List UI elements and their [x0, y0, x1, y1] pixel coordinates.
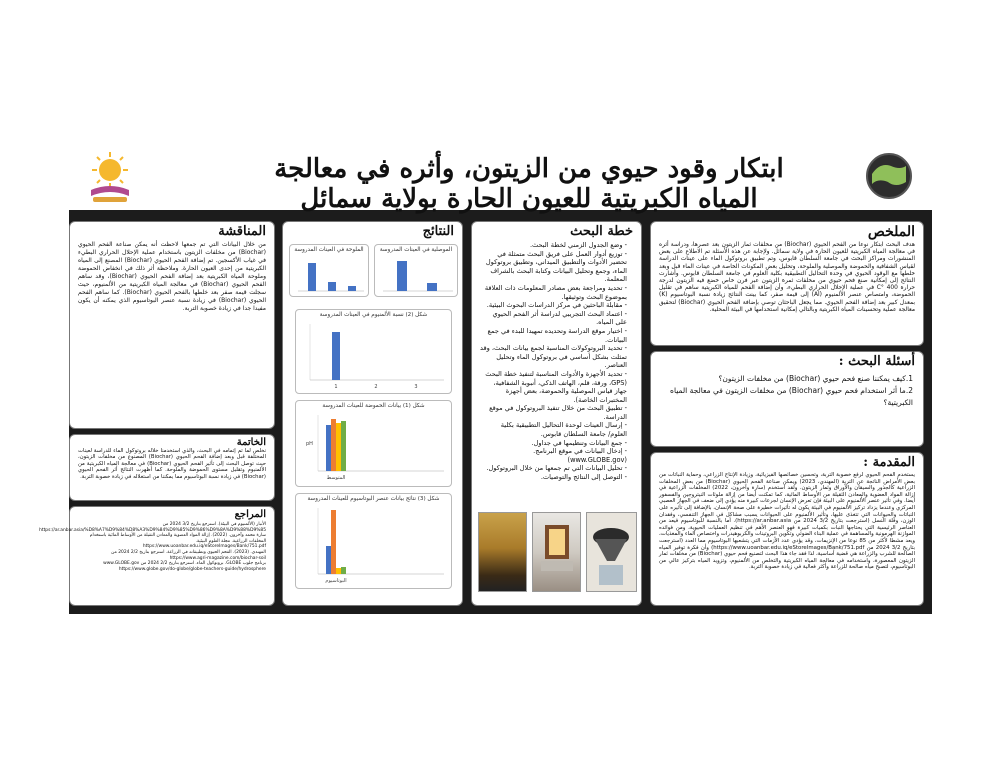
intro-title: المقدمة :: [863, 455, 915, 470]
plan-item: - مقابلة الباحثين في مركز الدراسات البحوث البيئية.: [480, 301, 627, 310]
reference-item: https://www.agri-magazine.com/biochar-soil: [169, 555, 266, 561]
bar: [348, 286, 356, 291]
plan-item: - تحديد ومراجعة بعض مصادر المعلومات ذات العلاقة بموضوع البحث وتوثيقها.: [480, 284, 627, 301]
chart-title: شكل (2) نسبة الألمنيوم في العينات المدروسة: [319, 312, 428, 318]
poster-title: ابتكار وقود حيوي من الزيتون، وأثره في معالجة المياه الكبريتية للعيون الحارة بولاية سمائل: [274, 154, 784, 214]
poster-header: [69, 144, 932, 212]
globe-logo-icon: [858, 148, 920, 204]
chart-title: الملوحة في العينات المدروسة: [294, 247, 364, 253]
reference-item: https://www.globe.gov/do-globe/globe-teachers-guide/hydrosphere: [118, 566, 266, 572]
svg-text:2: 2: [374, 384, 378, 390]
chart-plot: [296, 494, 451, 588]
bar: [326, 546, 331, 574]
chart-salinity: [289, 244, 369, 297]
chart-plot: [296, 310, 451, 393]
bar: [308, 263, 316, 291]
plan-item: - تطبيق البحث من خلال تنفيذ البروتوكول في موقع الدراسة.: [480, 404, 627, 421]
discussion-text: من خلال البيانات التي تم جمعها لاحظت أنه يمكن صناعة الفحم الحيوي (Biochar) من مخلفات الزيتون باستخدام عملية الإحلال الحراري البطيء في غياب الأكسجين. تم إضافة الفحم الحيوي (Biochar) المصنع إلى المياه الكبريتية من إحدى العيون الحارة. وملاحظة أثر ذلك في انخفاض الحموضة وملوحة المياه الكبريتية بعد إضافة الفحم الحيوي (Biochar)، وقد ساهم الفحم الحيوي (Biochar) في معالجة المياه الكبريتية من الألمنيوم، حيث سجلت قيمة صفر بعد خلطها بالفحم الحيوي (Biochar). كما ساهم الفحم الحيوي (Biochar) في زيادة نسبة عنصر البوتاسيوم الذي يمكنه أن يكون مفيدا جدا في زيادة خصوبة التربة.: [78, 241, 266, 312]
plan-item: - إرسال العينات لوحدة التحاليل التطبيقية بكلية العلوم/ جامعة السلطان قابوس.: [480, 421, 627, 438]
chart-title: الموصلية في العينات المدروسة: [379, 247, 453, 253]
results-title: النتائج: [422, 224, 454, 239]
svg-text:3: 3: [414, 384, 418, 390]
plan-item: - اعتماد البحث التجريبي لدراسة أثر الفحم الحيوي على المياه.: [480, 310, 627, 327]
discussion-title: المناقشة: [218, 224, 266, 239]
question-item: 2.ما أثر استخدام فحم حيوي (Biochar) من مخلفات الزيتون في معالجة المياه الكبريتية؟: [670, 386, 913, 407]
reference-item: الأنبار (الألمنيوم في البيئة). استرجع بتاريخ 3/2 2024 من: [162, 522, 266, 527]
conclusion-title: الخاتمة: [236, 437, 266, 448]
bar: [332, 332, 340, 380]
axis-label: pH: [306, 441, 313, 447]
chart-plot: [296, 401, 451, 486]
discussion-panel: [69, 221, 275, 429]
plan-item: - جمع البيانات وتنظيمها في جداول.: [480, 439, 627, 448]
reference-item: https://www.uoanbar.edu.iq/eStoreImages/Bank/751.pdf: [142, 544, 266, 550]
intro-panel: [650, 452, 924, 606]
plan-item: - توزيع أدوار العمل على فريق البحث متمثلة في تحضير الأدوات والتطبيق الميداني، وتطبيق بروتوكول الماء، وجمع وتحليل البيانات وكتابة البحث بالشراف المعلمة.: [480, 250, 627, 284]
questions-panel: [650, 351, 924, 447]
filter-funnel-icon: [587, 513, 636, 591]
bar: [336, 568, 341, 574]
bar: [328, 282, 336, 291]
plan-item: - وضع الجدول الزمني لخطة البحث.: [480, 241, 627, 250]
conclusion-text: نخلص لما تم إتمامه في البحث، والذي استخدمنا خلاله بروتوكول الماء للدراسة لعينات المختلفة قبل وبعد إضافة الفحم الحيوي (Biochar) المصنوع من مخلفات الزيتون، حيث توصل البحث إلى تأثير الفحم الحيوي (Biochar) في معالجة المياه الكبريتية من الألمنيوم وتقليل مستوى الحموضة والملوحة. كما أظهرت النتائج أثر الفحم الحيوي (Biochar) في زيادة نسبة البوتاسيوم مما يمكننا من استغلاله في زيادة خصوبة التربة.: [78, 448, 267, 480]
bar: [326, 425, 331, 471]
references-list: [39, 520, 274, 574]
chart-ph: [295, 400, 452, 487]
bar: [341, 567, 346, 574]
bar: [427, 283, 437, 291]
plan-item: - تحليل البيانات التي تم جمعها من خلال البروتوكول.: [480, 464, 627, 473]
plan-item: - تحديد الأجهزة والأدوات المناسبة لتنفيذ خطة البحث (GPS، ورقة، قلم، الهاتف الذكي، أنبوبة الشفافية، جهاز قياس الموصلية والحموضة، بعض أجهزة المختبرات الخاصة).: [480, 370, 627, 404]
chart-conductivity: [374, 244, 458, 297]
bar: [341, 421, 346, 471]
photo-filtering: [586, 512, 637, 592]
references-title: المراجع: [234, 509, 266, 520]
chart-title: شكل (3) نتائج بيانات عنصر البوتاسيوم للعينات المدروسة: [307, 496, 440, 502]
abstract-panel: [650, 221, 924, 346]
plan-title: خطة البحث: [570, 224, 633, 239]
plan-item: - تحديد البروتوكولات المناسبة لجمع بيانات البحث، وقد تمثلت بشكل أساسي في بروتوكول الماء وتحليل العناصر.: [480, 344, 627, 370]
question-item: 1.كيف يمكننا صنع فحم حيوي (Biochar) من مخلفات الزيتون؟: [718, 374, 913, 383]
axis-label: البوتاسيوم: [325, 578, 347, 584]
chart-potassium: [295, 493, 452, 589]
bar: [336, 423, 341, 471]
svg-text:1: 1: [334, 384, 338, 390]
questions-list: [651, 369, 923, 413]
bar: [397, 261, 407, 291]
results-panel: [282, 221, 463, 606]
photo-biochar-jar: [478, 512, 527, 592]
bar: [331, 419, 336, 471]
sun-book-logo-icon: [79, 148, 141, 204]
axis-label: المتوسط: [326, 475, 346, 481]
plan-item: - اختيار موقع الدراسة وتحديده تمهيدا للبدء في جمع البيانات.: [480, 327, 627, 344]
conclusion-panel: [69, 434, 275, 501]
plan-item: - إدخال البيانات في موقع البرنامج. (www.GLOBE.gov): [480, 447, 627, 464]
reference-item: https://ar.anbar.asia/%D8%A7%D9%84%D8%A3%D9%84%D9%85%D9%86%D9%8A%D9%88%D9%85: [39, 527, 266, 533]
reference-item: سارة محمد وآخرون. (2022). إزالة المواد العضوية والمعادن الثقيلة من الأوساط المائية باستخدام المخلفات الزراعية. مجلة العلوم البيئية.: [89, 533, 266, 544]
chart-aluminum: [295, 309, 452, 394]
bar: [331, 510, 336, 574]
reference-item: برنامج جلوب GLOBE. بروتوكول الماء. استرجع بتاريخ 2/2 2024 من www.GLOBE.gov: [103, 561, 266, 567]
plan-panel: [471, 221, 642, 606]
abstract-text: هدف البحث ابتكار نوعا من الفحم الحيوي (Biochar) من مخلفات ثمار الزيتون بعد عصرها، ودراسة أثره في معالجة المياه الكبريتية للعيون الحارة في ولاية سمائل. ولإجابة عن هذه الأسئلة تم الاطلاع على بعض المنشورات ومراكز البحث في جامعة السلطان قابوس، وتم تطبيق بروتوكول الماء على عينات الدراسة لقياس الشفافية والحموضة والموصلية والملوحة، وتحليل بعض المكونات الخاصة في عينات الماء قبل وبعد خلطها مع الوقود الحيوي في وحدة التحاليل التطبيقية بكلية العلوم في جامعة السلطان قابوس. وأشارت النتائج إلى إمكانية صنع فحم حيوي من مخلفات ثمرة الزيتون عبر فرن خاص خضع فيه الزيتون لدرجة حرارة 400 °C في عملية الإحلال الحراري البطيء، وأن إضافة الفحم للمياه الكبريتية ساهم في تقليل الحموضة، وامتصاص عنصر الألمنيوم (Al) إلى قيمة صفر، كما بينت النتائج زيادة نسبة البوتاسيوم (K) بمعدل كبير بعد إضافة الفحم الحيوي. مما يجعل الباحثان توصي بإضافة الفحم الحيوي (Biochar) لتحقيق معالجة عملية وتحسينات المياه الكبريتية وبالتالي إمكانية استخدامها في البيئة المحلية.: [659, 242, 916, 313]
reference-item: المهندي. (2023). الفحم الحيوي وتطبيقاته في الزراعة. استرجع بتاريخ 2/2 2024 من: [111, 549, 266, 555]
photo-furnace: [532, 512, 581, 592]
questions-title: أسئلة البحث :: [838, 354, 915, 369]
abstract-title: الملخص: [867, 224, 915, 240]
intro-text: يستخدم الفحم الحيوي لرفع خصوبة التربة، وتحسين خصائصها الفيزيائية، وزيادة الإنتاج الزراعي، وحماية النباتات من بعض الأمراض الناتجة عن التربة (المهندي، 2023) ويمكن صناعة الفحم الحيوي (Biochar) من بعض المخلفات الزراعية كالجذور والسيقان والأوراق وثمار الزيتون. ولقد استخدم (سارة وآخرون، 2022) المخلفات الزراعية في إزالة المواد العضوية والمعادن الثقيلة من الأوساط المائية، كما تمكنت أيضا من إزالة ملوثات النيتروجين والفسفور أيضا. وفي تأثير عنصر الألمنيوم على البيئة فإن تعرض الإنسان لجرعات كبيرة منه يؤدي إلى ضعف في الجهاز العصبي المركزي وعندما يزداد تركيز الألمنيوم في البيئة يكون له تأثيرات خطيرة على صحة الإنسان، بالإضافة إلى تأثيره على النباتات والحيوانات التي تتغذى عليها، وتأثير الألمنيوم على الحيوانات يسبب مشاكل في الجهاز التنفسي، وفقدان الوزن، وقلة النسل (استرجعت بتاريخ 3/2 2024 من https://ar.anbar.asia). أما بالنسبة للبوتاسيوم فيعد من العناصر الرئيسية التي يحتاجها النبات بكميات كبيرة فهو العنصر الأهم في تنظيم العمليات الحيوية، ومن فوائده الموازنة الهرمونية والمساهمة في عملية البناء الضوئي وتكوين البروتينات والكربوهيدرات واختصاص الماء والمغذيات، ويعد مشطا لأكثر من 85 نوعا من الإنزيمات، وقد يؤدي عدد الأزمات التي يتشعبها البوتاسيوم مما العدد (استرجعت بتاريخ 3/2 2024 من https://www.uoanbar.edu.iq/eStoreImages/Bank/751.pdf) وأن فكرة توفير المياه الصالحة للشرب والزراعة هي قضية أساسية، لذا فقد جاء هذا البحث لتصنيع فحم حيوي (Biochar) من مخلفات ثمار الزيتون المعصورة، واستخدامه في معالجة المياه الكبريتية والتخلص من الألمنيوم، وتزويد المياه بتركيز عالي من البوتاسيوم، لتصبح مياه صالحة للزراعة وأكثر فعالية في زيادة خصوبة التربة.: [659, 472, 916, 571]
references-panel: [39, 506, 275, 606]
plan-item: - التوصل إلى النتائج والتوصيات.: [480, 473, 627, 482]
plan-list: [472, 239, 641, 482]
furnace-icon: [533, 513, 580, 591]
chart-title: شكل (1) بيانات الحموضة للعينات المدروسة: [322, 403, 425, 409]
